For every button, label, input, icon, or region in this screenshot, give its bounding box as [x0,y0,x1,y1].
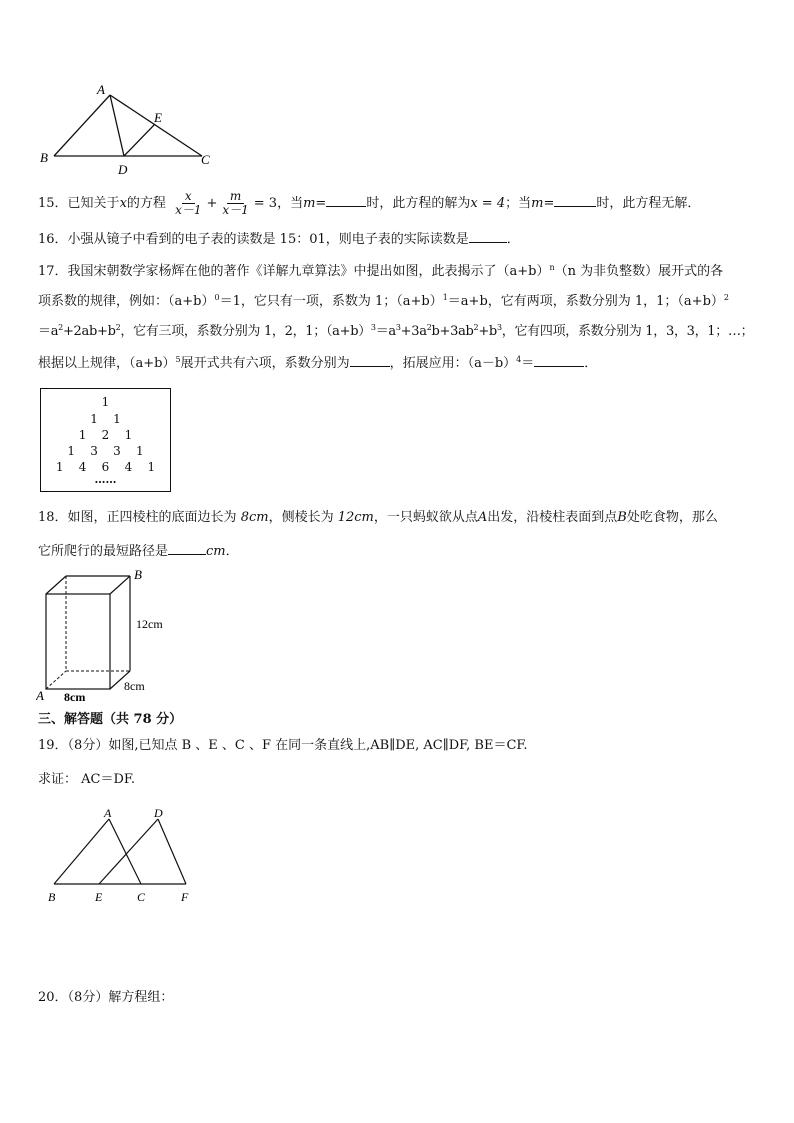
prism-hidden-bottom-left [46,671,66,689]
label-d-19: D [154,806,163,820]
segment-de [124,124,155,156]
question-15: 15．已知关于x的方程 $\frac{x}{x-1}$ + $\frac{m}{x-1}$ = 3，当m= 时，此方程的解为x = 4；当m= 时，此方程无解． [38,189,701,217]
question-19: 19．（8分）如图,已知点 B 、E 、C 、F 在同一条直线上,AB∥DE, AC∥DF, BE＝CF. [38,738,528,753]
prism-top-left-edge [46,576,66,594]
question-17-line-4: 根据以上规律，$(a+b)^5$展开式共有六项，系数分别为 ，拓展应用：$(a-b)^4=$ ． [38,352,597,374]
section-3-title: 三、解答题（共 78 分） [38,712,183,727]
label-d: D [118,162,128,177]
answer-blank-18[interactable] [168,540,206,555]
prism-front-face [46,594,110,689]
pascal-row-4: 1 3 3 1 [67,444,144,458]
pascal-row-1: 1 [101,395,110,409]
answer-blank-17b[interactable] [534,352,584,367]
pascal-row-2: 1 1 [90,412,121,426]
label-c-19: C [137,890,146,904]
prism-top-right-edge [110,576,130,594]
prism-label-height: 12cm [136,617,163,631]
label-f-19: F [181,890,189,904]
segment-ab-19 [54,819,109,884]
label-a-19: A [104,806,112,820]
pascal-row-5: 1 4 6 4 1 [55,460,156,474]
question-17-line-3: $=a^2+2ab+b^2$，它有三项，系数分别为 1，2，1；$(a+b)^3=a^3+3a^2b+3ab^2+b^3$，它有四项，系数分别为 1，3，3，1；…； [38,323,754,339]
question-16: 16．小强从镜子中看到的电子表的读数是 15：01，则电子表的实际读数是 ． [38,228,520,250]
question-19-proof: 求证： AC＝DF. [38,772,136,787]
parallel-triangles-figure [40,803,200,908]
question-17-line-2: 项系数的规律，例如：$(a+b)^0=1$，它只有一项，系数为 1；$(a+b)^1=a+b$，它有两项，系数分别为 1，1；$(a+b)^2$ [38,293,729,309]
fraction-m-over-x-minus-1: $\frac{m}{x-1}$ [222,189,249,217]
question-18-line-2: 它所爬行的最短路径是 cm． [38,540,239,562]
label-a: A [97,82,105,97]
answer-blank-15b[interactable] [554,192,596,207]
segment-ac-19 [109,819,141,884]
label-e-19: E [95,890,103,904]
answer-blank-17a[interactable] [350,352,390,367]
question-18-line-1: 18．如图，正四棱柱的底面边长为 8cm，侧棱长为 12cm，一只蚂蚁欲从点A出发，沿棱柱表面到点B处吃食物，那么 [38,510,718,525]
prism-label-a: A [36,688,44,703]
segment-ab [54,95,110,156]
label-c: C [201,152,210,167]
prism-label-width: 8cm [64,690,86,704]
segment-ed [99,819,158,884]
pascal-triangle-box [40,388,171,492]
question-17-line-1: 17．我国宋朝数学家杨辉在他的著作《详解九章算法》中提出如图，此表揭示了$(a+b)^n(n$ 为非负整数）展开式的各 [38,263,724,279]
question-20: 20．（8分）解方程组： [38,990,174,1005]
label-b-19: B [48,890,56,904]
fraction-x-over-x-minus-1: $\frac{x}{x-1}$ [175,189,202,217]
label-b: B [40,150,48,165]
answer-blank-15a[interactable] [326,192,366,207]
pascal-row-ellipsis: …… [94,473,117,486]
prism-label-b: B [134,567,142,582]
segment-df [158,819,186,884]
triangle-figure [38,80,228,180]
segment-ad [110,95,124,156]
answer-blank-16[interactable] [469,228,507,243]
segment-ac [110,95,202,156]
label-e: E [154,110,162,125]
prism-label-depth: 8cm [124,679,145,693]
prism-figure [36,564,186,706]
pascal-row-3: 1 2 1 [78,428,133,442]
